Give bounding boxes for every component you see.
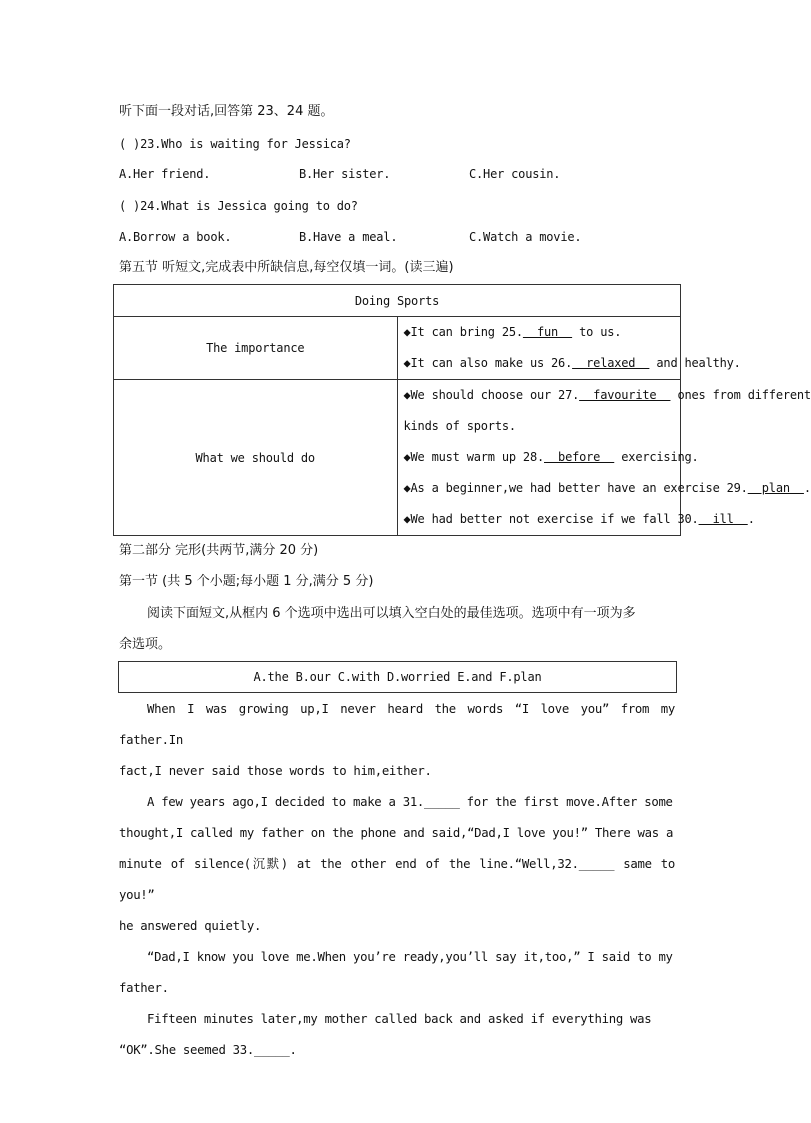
question-23-stem: ( )23.Who is waiting for Jessica? [119, 137, 351, 151]
part2-instructions-line2: 余选项。 [119, 637, 172, 652]
table-line-26: ◆It can also make us 26. relaxed and healthy. [403, 356, 741, 370]
question-24-option-a: A.Borrow a book. [119, 230, 232, 244]
listening-table [113, 284, 811, 536]
passage-line: minute of silence(沉默) at the other end of the line.“Well,32._____ same to you!” [119, 857, 675, 902]
section5-title: 第五节 听短文,完成表中所缺信息,每空仅填一词。(读三遍) [119, 260, 454, 275]
question-24-stem: ( )24.What is Jessica going to do? [119, 199, 358, 213]
row-label-importance: The importance [114, 317, 398, 380]
part2-instructions-line1: 阅读下面短文,从框内 6 个选项中选出可以填入空白处的最佳选项。选项中有一项为多 [147, 606, 636, 621]
question-23-option-c: C.Her cousin. [469, 167, 561, 181]
question-23-option-a: A.Her friend. [119, 167, 211, 181]
question-23-option-b: B.Her sister. [299, 167, 391, 181]
passage-line: father. [119, 981, 169, 995]
table-line-27: ◆We should choose our 27. favourite ones from different [403, 388, 811, 402]
passage-line: fact,I never said those words to him,either. [119, 764, 432, 778]
answer-25: fun [522, 325, 573, 339]
question-24-option-c: C.Watch a movie. [469, 230, 582, 244]
table-line-30: ◆We had better not exercise if we fall 30. ill . [403, 512, 755, 526]
row-label-what-to-do: What we should do [114, 380, 398, 536]
table-line-27b: kinds of sports. [403, 419, 516, 433]
passage [119, 694, 675, 1066]
passage-line: “OK”.She seemed 33._____. [119, 1043, 297, 1057]
importance-content [397, 317, 741, 380]
answer-26: relaxed [572, 356, 650, 370]
part2-title: 第二部分 完形(共两节,满分 20 分) [119, 543, 319, 558]
table-line-28: ◆We must warm up 28. before exercising. [403, 450, 699, 464]
passage-line: Fifteen minutes later,my mother called back and asked if everything was [147, 1012, 652, 1026]
passage-line: he answered quietly. [119, 919, 262, 933]
table-title: Doing Sports [114, 285, 681, 317]
what-to-do-content [397, 380, 811, 536]
passage-line: A few years ago,I decided to make a 31._____ for the first move.After some [147, 795, 673, 809]
answer-27: favourite [579, 388, 671, 402]
answer-28: before [544, 450, 615, 464]
answer-29: plan [747, 481, 804, 495]
passage-line: When I was growing up,I never heard the words “I love you” from my father.In [119, 702, 675, 747]
answer-30: ill [698, 512, 748, 526]
section4-intro: 听下面一段对话,回答第 23、24 题。 [119, 104, 334, 119]
table-line-25: ◆It can bring 25. fun to us. [403, 325, 622, 339]
table-line-29: ◆As a beginner,we had better have an exercise 29. plan . [403, 481, 811, 495]
part2-section1-title: 第一节 (共 5 个小题;每小题 1 分,满分 5 分) [119, 574, 374, 589]
passage-line: “Dad,I know you love me.When you’re ready,you’ll say it,too,” I said to my [147, 950, 673, 964]
question-24-option-b: B.Have a meal. [299, 230, 398, 244]
options-box: A.the B.our C.with D.worried E.and F.plan [118, 661, 677, 693]
passage-line: thought,I called my father on the phone and said,“Dad,I love you!” There was a [119, 826, 674, 840]
